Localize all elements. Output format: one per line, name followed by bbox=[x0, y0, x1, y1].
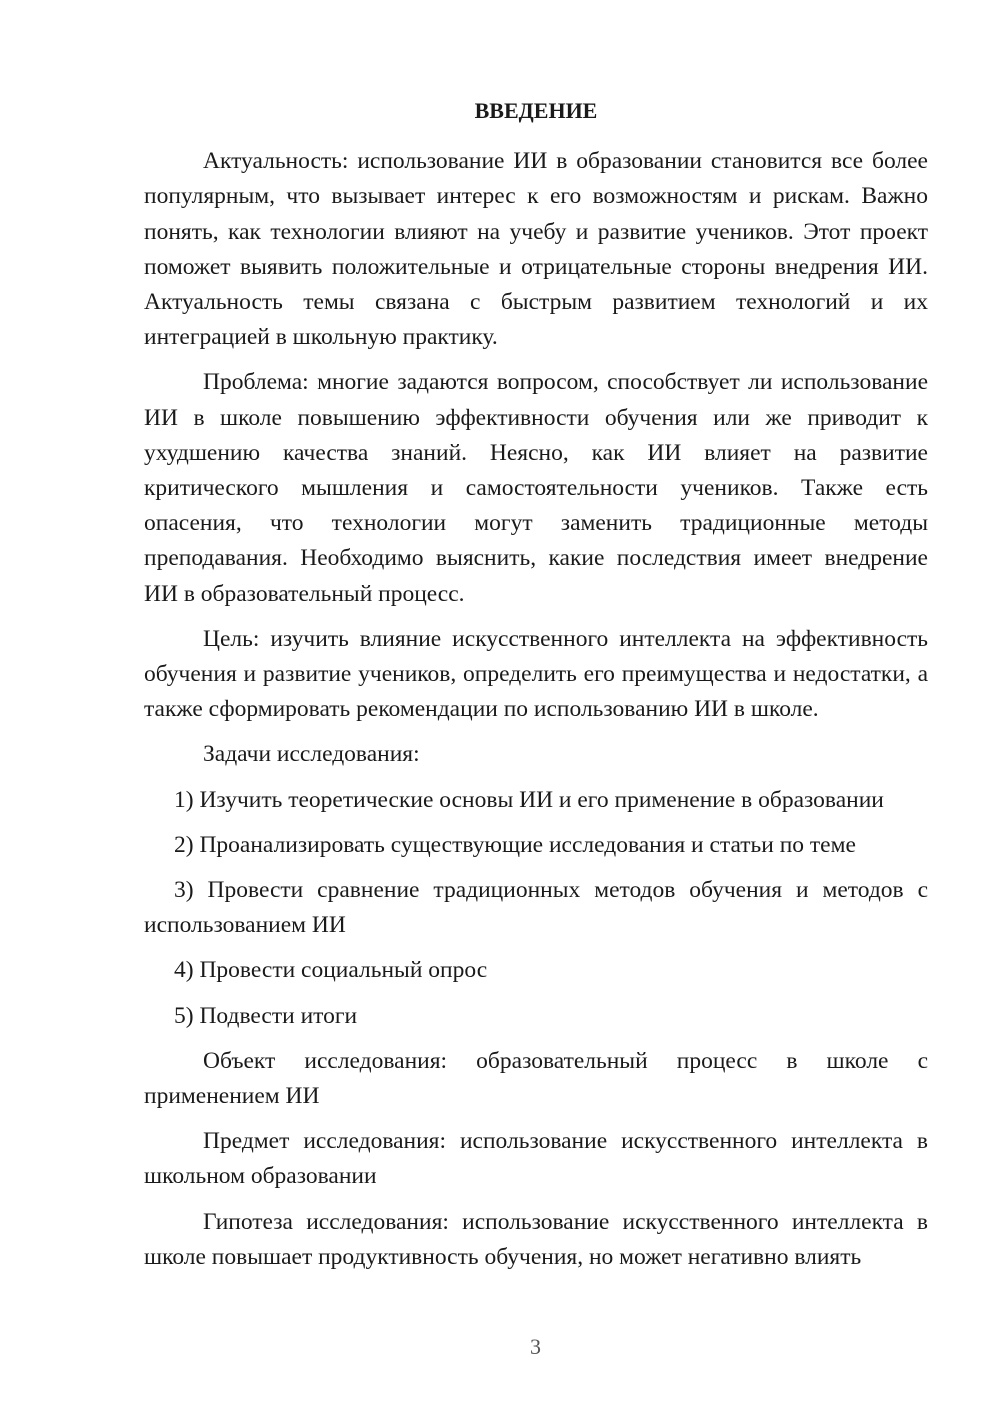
paragraph-problem: Проблема: многие задаются вопросом, способствует ли использование ИИ в школе повышению эффективности обучения или же приводит к ухудшению качества знаний. Неясно, как ИИ влияет на развитие критического мышления и самостоятельности учеников. Также есть опасения, что технологии могут заменить традиционные методы преподавания. Необходимо выяснить, какие последствия имеет внедрение ИИ в образовательный процесс. bbox=[144, 369, 928, 607]
task-item-3: 3) Провести сравнение традиционных методов обучения и методов с использованием ИИ bbox=[144, 877, 928, 939]
paragraph-subject: Предмет исследования: использование искусственного интеллекта в школьном образовании bbox=[144, 1128, 928, 1190]
page-number: 3 bbox=[530, 1334, 541, 1359]
task-item-4: 4) Провести социальный опрос bbox=[174, 957, 488, 984]
page-title: ВВЕДЕНИЕ bbox=[474, 98, 598, 123]
tasks-heading: Задачи исследования: bbox=[203, 741, 420, 768]
paragraph-relevance: Актуальность: использование ИИ в образовании становится все более популярным, что вызывает интерес к его возможностям и рискам. Важно понять, как технологии влияют на учебу и развитие учеников. Этот проект поможет выявить положительные и отрицательные стороны внедрения ИИ. Актуальность темы связана с быстрым развитием технологий и их интеграцией в школьную практику. bbox=[144, 148, 928, 351]
task-item-1: 1) Изучить теоретические основы ИИ и его применение в образовании bbox=[174, 786, 884, 813]
paragraph-object: Объект исследования: образовательный процесс в школе с применением ИИ bbox=[144, 1047, 928, 1110]
paragraph-hypothesis: Гипотеза исследования: использование искусственного интеллекта в школе повышает продуктивность обучения, но может негативно влиять bbox=[144, 1208, 928, 1270]
paragraph-goal: Цель: изучить влияние искусственного интеллекта на эффективность обучения и развитие учеников, определить его преимущества и недостатки, а также сформировать рекомендации по использованию ИИ в школе. bbox=[144, 625, 928, 723]
task-item-5: 5) Подвести итоги bbox=[174, 1002, 358, 1029]
task-item-2: 2) Проанализировать существующие исследования и статьи по теме bbox=[174, 831, 856, 858]
document-body bbox=[144, 93, 928, 1285]
